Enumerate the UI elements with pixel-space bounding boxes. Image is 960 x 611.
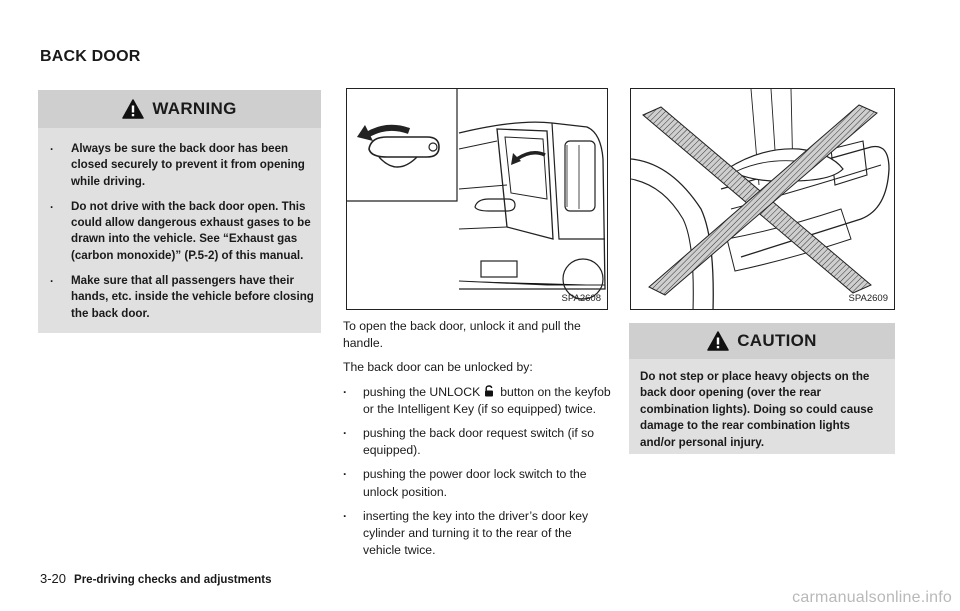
unlock-padlock-icon [483,385,495,397]
list-item [343,384,611,418]
page-number: 3-20 [40,571,67,586]
page-footer [40,571,272,586]
watermark: carmanualsonline.info [792,589,952,606]
figure-back-door-handle [346,88,608,310]
figure-caption: SPA2608 [561,293,601,304]
warning-item: . Do not drive with the back door open. This could allow dangerous exhaust gases to be drawn into the vehicle. See “Exhaust gas (carbon monoxide)” (P.5-2) of this manual. [50,199,315,264]
figure-caption: SPA2609 [848,293,888,304]
body-text [343,318,611,566]
back-door-illustration [347,89,608,310]
caution-header [629,323,895,359]
bullet-text: pushing the UNLOCK [363,384,481,399]
unlock-methods-list [343,384,611,560]
warning-header [38,90,321,128]
section-title: BACK DOOR [40,48,141,65]
list-item: . inserting the key into the driver’s door key cylinder and turning it to the rear of the vehicle twice. [343,508,611,560]
chapter-title: Pre-driving checks and adjustments [74,574,272,586]
warning-item: . Always be sure the back door has been closed securely to prevent it from opening while driving. [50,141,315,190]
warning-heading: WARNING [152,99,237,118]
unlock-intro: The back door can be unlocked by: [343,360,533,375]
caution-text: Do not step or place heavy objects on the back door opening (over the rear combination lights). Doing so could cause damage to the rear combination lights and/or personal injury. [640,370,874,449]
list-item: . pushing the back door request switch (if so equipped). [343,425,611,459]
list-item: . pushing the power door lock switch to the unlock position. [343,466,611,500]
bullet-text: button on the keyfob or the Intelligent Key (if so equipped) twice. [363,384,611,416]
intro-paragraph: To open the back door, unlock it and pull the handle. [343,319,581,351]
warning-triangle-icon [122,99,144,119]
caution-heading: CAUTION [737,331,817,350]
warning-item: . Make sure that all passengers have their hands, etc. inside the vehicle before closing the back door. [50,273,315,322]
do-not-step-illustration [631,89,895,310]
warning-triangle-icon [707,331,729,351]
warning-list [50,141,315,331]
figure-do-not-step [630,88,895,310]
